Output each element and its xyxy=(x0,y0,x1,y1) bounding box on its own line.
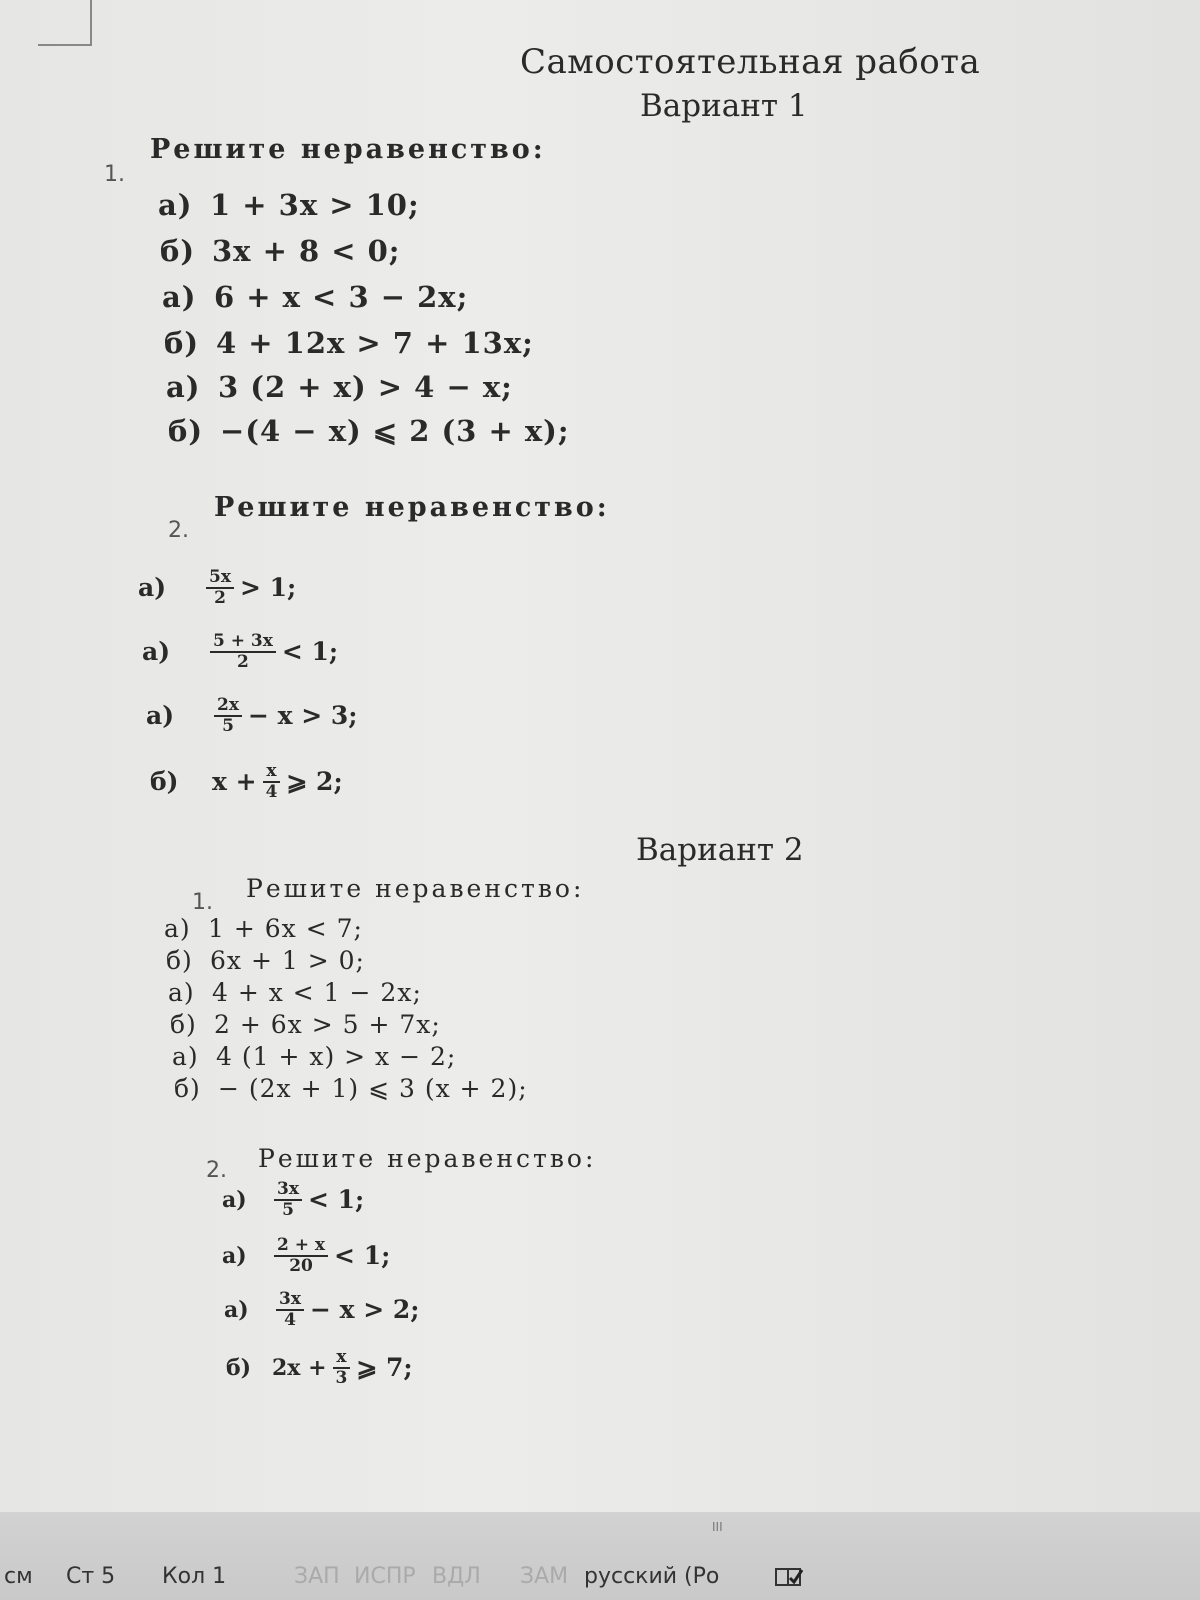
document-title: Самостоятельная работа xyxy=(520,42,981,82)
v2-task1-item: а) 1 + 6x < 7; xyxy=(164,914,363,943)
v1-task2-heading: Решите неравенство: xyxy=(214,492,610,523)
v2-task2-number: 2. xyxy=(206,1158,227,1183)
status-vdl[interactable]: ВДЛ xyxy=(432,1564,481,1589)
fraction: $\frac{x}{3}$ xyxy=(333,1348,351,1387)
v1-task1-item: а) 6 + x < 3 − 2x; xyxy=(162,280,469,314)
v1-task2-number: 2. xyxy=(168,518,189,543)
v1-task1-item: б) 4 + 12x > 7 + 13x; xyxy=(164,326,534,360)
v1-task2-item: а) $\frac{2x}{5}$ − x > 3; xyxy=(146,695,358,736)
v1-task1-number: 1. xyxy=(104,162,125,187)
v1-task1-item: а) 1 + 3x > 10; xyxy=(158,188,420,222)
v2-task2-heading: Решите неравенство: xyxy=(258,1144,597,1173)
v2-task2-item: а) $\frac{2 + x}{20}$ < 1; xyxy=(222,1235,391,1276)
v1-task1-heading: Решите неравенство: xyxy=(150,134,546,165)
fraction: $\frac{2 + x}{20}$ xyxy=(274,1236,328,1275)
status-column[interactable]: Кол 1 xyxy=(162,1564,227,1589)
fraction: $\frac{x}{4}$ xyxy=(263,762,281,801)
v2-task2-item: б) 2x + $\frac{x}{3}$ ⩾ 7; xyxy=(226,1347,413,1388)
status-language[interactable]: русский (Ро xyxy=(584,1564,720,1589)
status-page[interactable]: Ст 5 xyxy=(66,1564,116,1589)
status-unit: см xyxy=(4,1564,33,1589)
v1-task2-item: б) x + $\frac{x}{4}$ ⩾ 2; xyxy=(150,761,343,802)
v2-task2-item: а) $\frac{3x}{4}$ − x > 2; xyxy=(224,1289,420,1330)
page-corner-marker xyxy=(38,0,92,46)
book-check-icon[interactable] xyxy=(774,1566,804,1588)
fraction: $\frac{3x}{4}$ xyxy=(276,1290,304,1329)
v1-task2-item: а) $\frac{5 + 3x}{2}$ < 1; xyxy=(142,631,339,672)
status-zam[interactable]: ЗАМ xyxy=(520,1564,569,1589)
fraction: $\frac{5 + 3x}{2}$ xyxy=(210,632,276,671)
v2-task1-heading: Решите неравенство: xyxy=(246,874,585,903)
v2-task1-item: а) 4 + x < 1 − 2x; xyxy=(168,978,422,1007)
v2-task1-item: а) 4 (1 + x) > x − 2; xyxy=(172,1042,457,1071)
v1-task2-item: а) $\frac{5x}{2}$ > 1; xyxy=(138,567,297,608)
status-bar xyxy=(0,1512,1200,1600)
v1-task1-item: а) 3 (2 + x) > 4 − x; xyxy=(166,370,513,404)
v1-task1-item: б) −(4 − x) ⩽ 2 (3 + x); xyxy=(168,414,570,448)
v2-task2-item: а) $\frac{3x}{5}$ < 1; xyxy=(222,1179,365,1220)
variant1-title: Вариант 1 xyxy=(640,88,808,124)
fraction: $\frac{5x}{2}$ xyxy=(206,568,234,607)
fraction: $\frac{2x}{5}$ xyxy=(214,696,242,735)
v2-task1-item: б) − (2x + 1) ⩽ 3 (x + 2); xyxy=(174,1074,528,1103)
v2-task1-item: б) 2 + 6x > 5 + 7x; xyxy=(170,1010,441,1039)
v2-task1-number: 1. xyxy=(192,890,213,915)
status-bar-grip[interactable]: III xyxy=(712,1520,723,1534)
fraction: $\frac{3x}{5}$ xyxy=(274,1180,302,1219)
v1-task1-item: б) 3x + 8 < 0; xyxy=(160,234,401,268)
v2-task1-item: б) 6x + 1 > 0; xyxy=(166,946,365,975)
status-ispr[interactable]: ИСПР xyxy=(354,1564,416,1589)
variant2-title: Вариант 2 xyxy=(636,832,804,868)
status-zap[interactable]: ЗАП xyxy=(294,1564,340,1589)
